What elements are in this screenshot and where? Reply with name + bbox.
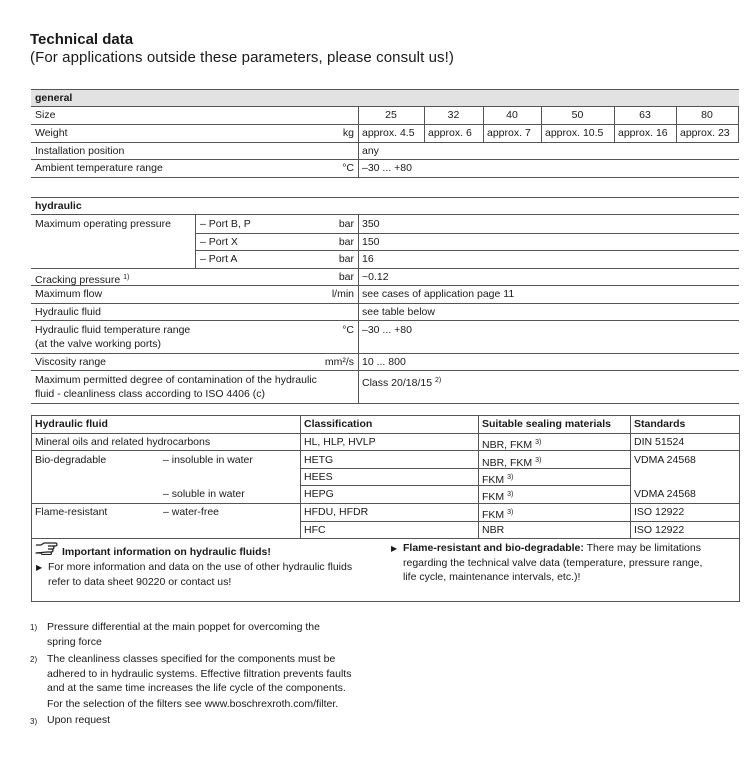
weight-cell: approx. 23 <box>680 127 730 139</box>
fluid-class: HEES <box>304 471 333 483</box>
fluid-seal: NBR <box>482 524 505 536</box>
column-rule <box>483 106 484 142</box>
size-label: Size <box>35 109 56 121</box>
size-cell: 50 <box>571 109 584 121</box>
fluid-temp-label-2: (at the valve working ports) <box>35 338 162 350</box>
fluid-temp-unit: °C <box>342 324 354 336</box>
max-pressure-label: Maximum operating pressure <box>35 218 171 230</box>
fluid-class: HETG <box>304 454 334 466</box>
footnote-line: adhered to in hydraulic systems. Effective filtration prevents faults <box>47 668 352 680</box>
port-label: – Port X <box>200 236 238 248</box>
divider <box>31 124 739 125</box>
fluid-value: see table below <box>362 306 435 318</box>
footnote-line: For the selection of the filters see www.boschrexroth.com/filter. <box>47 698 339 710</box>
port-unit: bar <box>338 253 354 265</box>
contamination-value: Class 20/18/15 $^{2)}$ <box>362 377 442 389</box>
cracking-unit: bar <box>338 271 354 283</box>
fluid-standard: VDMA 24568 <box>634 454 696 466</box>
column-rule <box>478 415 479 538</box>
divider <box>31 214 739 215</box>
fluid-seal: FKM $^{3)}$ <box>482 474 514 486</box>
fluid-standard: ISO 12922 <box>634 506 685 518</box>
fluid-class: HFC <box>304 524 326 536</box>
divider <box>195 250 739 251</box>
general-section-bar <box>31 89 739 107</box>
port-value: 350 <box>362 218 380 230</box>
cracking-value: ~0.12 <box>362 271 389 283</box>
port-unit: bar <box>338 218 354 230</box>
contamination-label-2: fluid - cleanliness class according to ISO 4406 (c) <box>35 388 265 400</box>
weight-cell: approx. 4.5 <box>362 127 415 139</box>
flame-note-line: life cycle, maintenance intervals, etc.)! <box>403 571 581 583</box>
size-cell: 63 <box>639 109 651 121</box>
flame-note-line: Flame-resistant and bio-degradable: There may be limitations <box>403 542 701 554</box>
port-value: 16 <box>362 253 374 265</box>
bullet-arrow-icon: ▶ <box>36 563 43 572</box>
fluid-temp-label: Hydraulic fluid temperature range <box>35 324 191 336</box>
fluid-table-header: Standards <box>634 418 686 430</box>
column-rule <box>541 106 542 142</box>
installation-value: any <box>362 145 379 157</box>
page-title: Technical data <box>30 31 134 48</box>
contamination-label: Maximum permitted degree of contamination of the hydraulic <box>35 374 317 386</box>
divider <box>31 142 739 143</box>
port-label: – Port B, P <box>200 218 251 230</box>
column-rule <box>614 106 615 142</box>
size-cell: 80 <box>701 109 713 121</box>
footnote-line: Upon request <box>47 714 111 726</box>
weight-cell: approx. 7 <box>487 127 531 139</box>
divider <box>31 403 739 404</box>
divider <box>300 521 739 522</box>
pointing-hand-icon <box>35 541 59 555</box>
important-line: refer to data sheet 90220 or contact us! <box>48 576 232 588</box>
weight-unit: kg <box>342 127 354 139</box>
footnote-line: and at the same time increases the life cycle of the components. <box>47 682 346 694</box>
divider <box>31 159 739 160</box>
column-rule <box>630 415 631 538</box>
hydraulic-section-bar <box>31 197 739 215</box>
divider <box>31 106 739 107</box>
viscosity-unit: mm²/s <box>324 356 354 368</box>
weight-label: Weight <box>35 127 68 139</box>
fluid-class: HFDU, HFDR <box>304 506 369 518</box>
flow-unit: l/min <box>331 288 354 300</box>
flow-value: see cases of application page 11 <box>362 288 515 300</box>
size-cell: 32 <box>447 109 460 121</box>
column-rule <box>358 106 359 177</box>
footnote-line: spring force <box>47 636 102 648</box>
fluid-name: Mineral oils and related hydrocarbons <box>35 436 211 448</box>
column-rule <box>195 214 196 268</box>
divider <box>300 485 630 486</box>
divider <box>300 468 630 469</box>
cracking-label: Cracking pressure $^{1)}$ <box>35 274 130 286</box>
fluid-label: Hydraulic fluid <box>35 306 101 318</box>
footnote-line: The cleanliness classes specified for the components must be <box>47 653 336 665</box>
flow-label: Maximum flow <box>35 288 103 300</box>
hydraulic-heading: hydraulic <box>35 200 82 212</box>
weight-cell: approx. 10.5 <box>545 127 604 139</box>
fluid-standard: VDMA 24568 <box>634 488 696 500</box>
footnote-mark: 3) <box>30 717 38 726</box>
fluid-name: Bio-degradable <box>35 454 107 466</box>
fluid-class: HL, HLP, HVLP <box>304 436 376 448</box>
size-cell: 25 <box>385 109 397 121</box>
column-rule <box>738 106 739 142</box>
divider <box>31 285 739 286</box>
column-rule <box>300 415 301 538</box>
divider <box>31 433 739 434</box>
divider <box>31 303 739 304</box>
ambient-unit: °C <box>342 162 354 174</box>
fluid-seal: NBR, FKM $^{3)}$ <box>482 439 542 451</box>
fluid-subtype: – water-free <box>163 506 220 518</box>
fluid-class: HEPG <box>304 488 334 500</box>
divider <box>31 177 739 178</box>
bullet-arrow-icon: ▶ <box>391 544 398 553</box>
fluid-table-header: Suitable sealing materials <box>482 418 611 430</box>
footnote-line: Pressure differential at the main poppet for overcoming the <box>47 621 320 633</box>
port-label: – Port A <box>200 253 238 265</box>
installation-label: Installation position <box>35 145 125 157</box>
divider <box>31 538 739 539</box>
fluid-standard: ISO 12922 <box>634 524 685 536</box>
general-heading: general <box>35 92 73 104</box>
fluid-standard: DIN 51524 <box>634 436 685 448</box>
weight-cell: approx. 6 <box>428 127 472 139</box>
divider <box>31 353 739 354</box>
fluid-seal: NBR, FKM $^{3)}$ <box>482 457 542 469</box>
fluid-seal: FKM $^{3)}$ <box>482 491 514 503</box>
column-rule <box>676 106 677 142</box>
divider <box>31 503 739 504</box>
important-title: Important information on hydraulic fluids! <box>62 546 271 558</box>
footnote-mark: 1) <box>30 623 38 632</box>
fluid-subtype: – soluble in water <box>163 488 245 500</box>
size-cell: 40 <box>506 109 518 121</box>
ambient-value: –30 ... +80 <box>362 162 412 174</box>
divider <box>31 370 739 371</box>
footnote-mark: 2) <box>30 655 38 664</box>
ambient-label: Ambient temperature range <box>35 162 163 174</box>
viscosity-label: Viscosity range <box>35 356 107 368</box>
flame-note-line: regarding the technical valve data (temperature, pressure range, <box>403 557 703 569</box>
fluid-table-header: Hydraulic fluid <box>35 418 108 430</box>
viscosity-value: 10 ... 800 <box>362 356 406 368</box>
divider <box>195 233 739 234</box>
divider <box>31 320 739 321</box>
column-rule <box>358 214 359 403</box>
important-line: For more information and data on the use of other hydraulic fluids <box>48 561 353 573</box>
fluid-name: Flame-resistant <box>35 506 108 518</box>
fluid-table-header: Classification <box>304 418 373 430</box>
divider <box>31 268 739 269</box>
column-rule <box>424 106 425 142</box>
port-unit: bar <box>338 236 354 248</box>
page-subtitle: (For applications outside these parameters, please consult us!) <box>30 49 455 66</box>
fluid-subtype: – insoluble in water <box>163 454 253 466</box>
divider <box>31 450 739 451</box>
port-value: 150 <box>362 236 380 248</box>
fluid-temp-value: –30 ... +80 <box>362 324 412 336</box>
fluid-seal: FKM $^{3)}$ <box>482 509 514 521</box>
weight-cell: approx. 16 <box>618 127 668 139</box>
